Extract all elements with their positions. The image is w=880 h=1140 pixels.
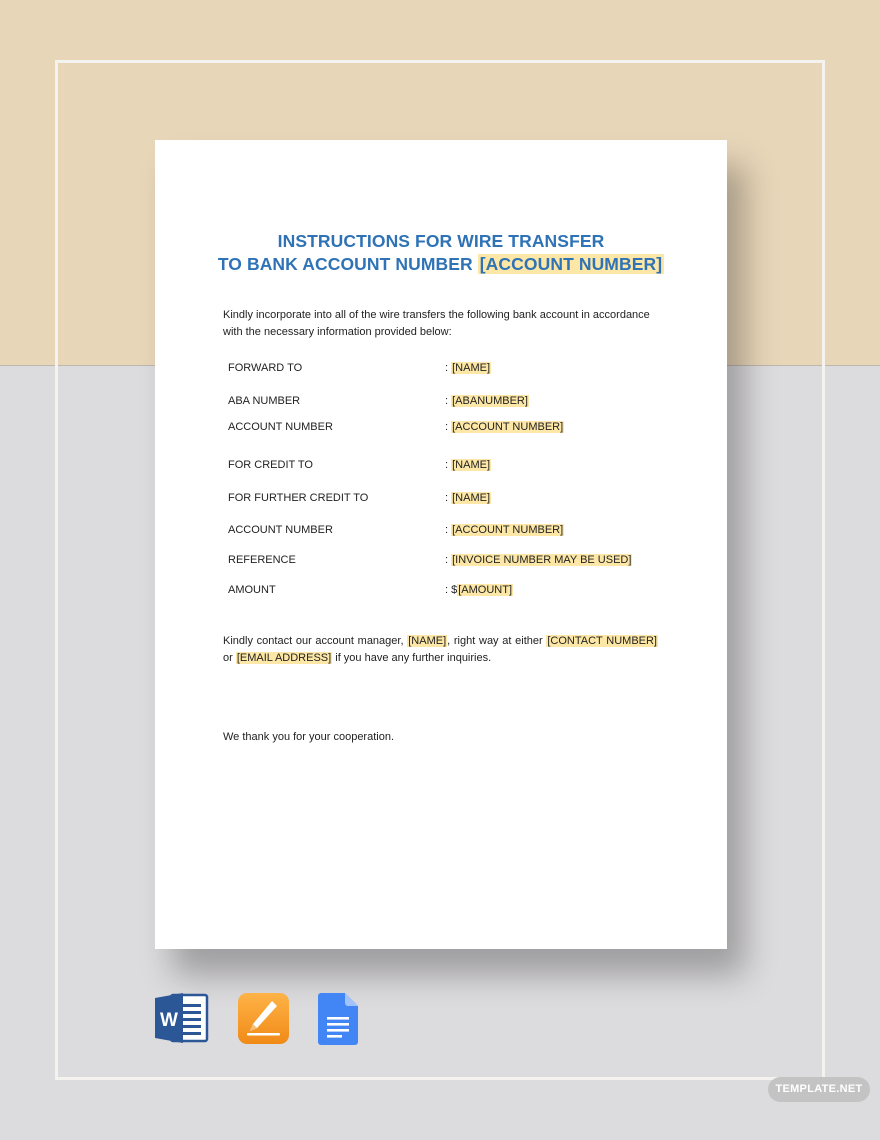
field-label: ACCOUNT NUMBER (228, 524, 333, 536)
field-value: [NAME] (452, 459, 491, 471)
field-value-wrap (445, 492, 491, 504)
field-value-wrap (445, 362, 491, 374)
email-address-placeholder: [EMAIL ADDRESS] (236, 651, 332, 664)
word-icon-letter: W (160, 1010, 178, 1031)
word-icon[interactable] (155, 993, 209, 1043)
title-account-placeholder: [ACCOUNT NUMBER] (479, 254, 663, 274)
field-colon: : (445, 395, 449, 407)
field-value: [ABANUMBER] (452, 395, 528, 407)
document-title (155, 230, 727, 276)
title-line-2 (155, 253, 727, 276)
contact-number-placeholder: [CONTACT NUMBER] (547, 635, 657, 647)
field-value: [NAME] (452, 362, 491, 374)
field-colon: : (445, 362, 449, 374)
field-colon: : (445, 421, 449, 433)
contact-text-3: or (223, 651, 236, 664)
field-value: [ACCOUNT NUMBER] (452, 524, 564, 536)
field-row (228, 524, 668, 540)
template-net-watermark: TEMPLATE.NET (768, 1077, 870, 1102)
contact-text-4: if you have any further inquiries. (332, 651, 492, 664)
pages-icon[interactable] (238, 993, 289, 1044)
field-row (228, 554, 668, 570)
field-label: FORWARD TO (228, 362, 303, 374)
field-value: [NAME] (452, 492, 491, 504)
field-prefix: $ (451, 584, 458, 596)
contact-text-2: , right way at either (447, 635, 547, 647)
field-value-wrap (445, 554, 632, 566)
field-row (228, 584, 668, 600)
google-docs-icon[interactable] (318, 993, 358, 1045)
contact-paragraph (223, 633, 658, 666)
field-colon: : (445, 554, 449, 566)
field-row (228, 459, 668, 475)
field-value-wrap (445, 421, 564, 433)
field-value-wrap (445, 584, 513, 596)
field-row (228, 492, 668, 508)
field-colon: : (445, 584, 449, 596)
field-value-wrap (445, 524, 564, 536)
contact-text-1: Kindly contact our account manager, (223, 635, 408, 647)
field-colon: : (445, 524, 449, 536)
field-label: FOR CREDIT TO (228, 459, 313, 471)
field-label: FOR FURTHER CREDIT TO (228, 492, 369, 504)
field-label: AMOUNT (228, 584, 276, 596)
document-page (155, 140, 727, 949)
title-line-2-prefix: TO BANK ACCOUNT NUMBER (217, 254, 478, 274)
field-value: [ACCOUNT NUMBER] (452, 421, 564, 433)
field-colon: : (445, 492, 449, 504)
field-value-wrap (445, 459, 491, 471)
intro-paragraph: Kindly incorporate into all of the wire transfers the following bank account in accordance with the necessary information provided below: (223, 309, 650, 338)
field-value-wrap (445, 395, 529, 407)
field-colon: : (445, 459, 449, 471)
closing-line: We thank you for your cooperation. (223, 731, 395, 743)
field-label: ACCOUNT NUMBER (228, 421, 333, 433)
field-value: [AMOUNT] (458, 584, 513, 596)
contact-name-placeholder: [NAME] (408, 635, 447, 647)
field-label: REFERENCE (228, 554, 296, 566)
field-row (228, 362, 668, 378)
field-row (228, 421, 668, 437)
field-value: [INVOICE NUMBER MAY BE USED] (452, 554, 632, 566)
field-label: ABA NUMBER (228, 395, 301, 407)
field-row (228, 395, 668, 411)
title-line-1: INSTRUCTIONS FOR WIRE TRANSFER (277, 231, 605, 251)
